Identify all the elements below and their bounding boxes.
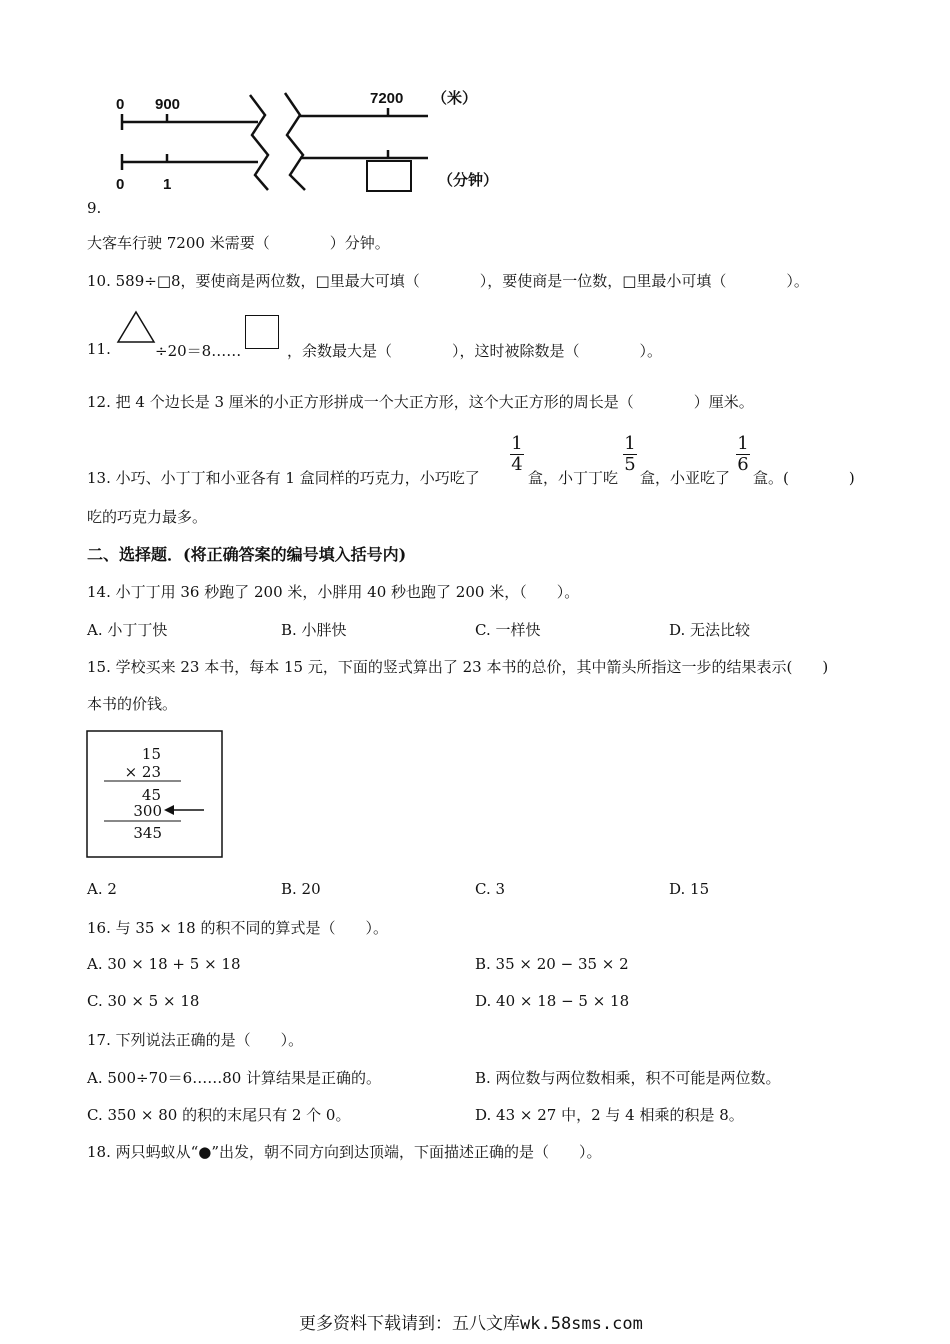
q9-text: 大客车行驶 7200 米需要（ ）分钟。 <box>87 234 390 252</box>
q15-opt-c: C. 3 <box>475 880 506 898</box>
q9-num: 9. <box>87 199 102 217</box>
calc-15: 15 <box>141 745 161 763</box>
q15-opt-a: A. 2 <box>87 880 117 898</box>
q14-opt-a: A. 小丁丁快 <box>87 621 168 639</box>
footer: 更多资料下载请到：五八文库wk.58sms.com <box>299 1314 643 1334</box>
q15-opt-d: D. 15 <box>669 880 710 898</box>
calc-45: 45 <box>141 786 161 804</box>
unit-minute: （分钟） <box>438 172 499 189</box>
q10: 10. 589÷□8，要使商是两位数，□里最大可填（ ），要使商是一位数，□里最小可填（ ）。 <box>87 272 809 290</box>
unit-meter: （米） <box>432 90 478 107</box>
q16-opt-d: D. 40 × 18 − 5 × 18 <box>475 992 630 1010</box>
triangle-shape <box>116 310 156 344</box>
q14-opt-b: B. 小胖快 <box>281 621 347 639</box>
square-shape <box>245 315 279 349</box>
q16: 16. 与 35 × 18 的积不同的算式是（ ）。 <box>87 919 388 937</box>
q11-num: 11. <box>87 340 111 358</box>
q17: 17. 下列说法正确的是（ ）。 <box>87 1031 304 1049</box>
q15-1: 15. 学校买来 23 本书，每本 15 元，下面的竖式算出了 23 本书的总价，其中箭头所指这一步的结果表示( ) <box>87 658 829 676</box>
tick-0: 0 <box>116 96 125 113</box>
q14-opt-d: D. 无法比较 <box>669 621 751 639</box>
q15-2: 本书的价钱。 <box>87 695 178 713</box>
q17-opt-d: D. 43 × 27 中，2 与 4 相乘的积是 8。 <box>475 1106 744 1124</box>
q12: 12. 把 4 个边长是 3 厘米的小正方形拼成一个大正方形，这个大正方形的周长是（ ）厘米。 <box>87 393 754 411</box>
q14: 14. 小丁丁用 36 秒跑了 200 米，小胖用 40 秒也跑了 200 米，（ ）。 <box>87 583 580 601</box>
tick-1: 1 <box>163 176 172 193</box>
q13-b: 盒，小丁丁吃 <box>528 469 619 487</box>
q13-a: 13. 小巧、小丁丁和小亚各有 1 盒同样的巧克力，小巧吃了 <box>87 469 480 487</box>
line-diagram <box>110 85 510 195</box>
q17-opt-b: B. 两位数与两位数相乘，积不可能是两位数。 <box>475 1069 781 1087</box>
tick-0b: 0 <box>116 176 125 193</box>
fraction-1-4: 1 4 <box>511 433 523 475</box>
q14-opt-c: C. 一样快 <box>475 621 541 639</box>
calc-345: 345 <box>133 824 162 842</box>
vertical-multiplication <box>86 730 224 858</box>
q13-d: 盒。( ) <box>753 469 855 487</box>
fraction-1-5: 1 5 <box>624 433 636 475</box>
q17-opt-c: C. 350 × 80 的积的末尾只有 2 个 0。 <box>87 1106 351 1124</box>
q17-opt-a: A. 500÷70＝6……80 计算结果是正确的。 <box>87 1069 382 1087</box>
calc-300: 300 <box>133 802 162 820</box>
q11-a: ÷20＝8…… <box>155 342 242 360</box>
tick-900: 900 <box>155 96 181 113</box>
fraction-1-6: 1 6 <box>737 433 749 475</box>
section-2-title: 二、选择题．(将正确答案的编号填入括号内) <box>87 545 407 564</box>
q16-opt-c: C. 30 × 5 × 18 <box>87 992 200 1010</box>
q16-opt-a: A. 30 × 18 + 5 × 18 <box>87 955 241 973</box>
calc-x23: × 23 <box>124 763 161 781</box>
q15-opt-b: B. 20 <box>281 880 321 898</box>
q11-b: ，余数最大是（ ），这时被除数是（ ）。 <box>287 342 663 360</box>
q13-e: 吃的巧克力最多。 <box>87 508 208 526</box>
q16-opt-b: B. 35 × 20 − 35 × 2 <box>475 955 629 973</box>
q13-c: 盒，小亚吃了 <box>640 469 731 487</box>
q18: 18. 两只蚂蚁从“●”出发，朝不同方向到达顶端，下面描述正确的是（ ）。 <box>87 1143 602 1161</box>
tick-7200: 7200 <box>370 90 404 107</box>
